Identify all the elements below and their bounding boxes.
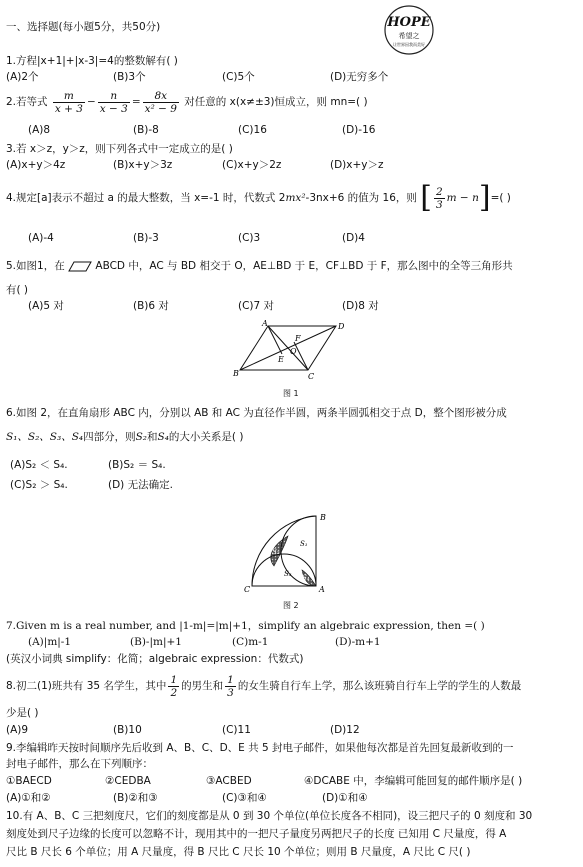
q10-line1: 10.有 A、B、C 三把刻度尺，它们的刻度都是从 0 到 30 个单位(单位长度各不相同)，设三把尺子的 0 刻度和 30 bbox=[6, 810, 533, 822]
fig1-label-e: E bbox=[278, 355, 284, 364]
q8-option-b: (B)10 bbox=[113, 724, 142, 736]
q5-option-a: (A)5 对 bbox=[28, 300, 64, 312]
hope-school-logo-icon bbox=[383, 4, 435, 56]
q7-option-a: (A)|m|-1 bbox=[28, 636, 72, 648]
q1-option-c: (C)5个 bbox=[222, 71, 255, 83]
logo-text: HOPE bbox=[387, 15, 431, 30]
q3-option-a: (A)x+y＞4z bbox=[6, 159, 66, 171]
fig1-label-c: C bbox=[308, 372, 315, 381]
figure-1-parallelogram bbox=[232, 318, 352, 384]
q2-option-a: (A)8 bbox=[28, 124, 51, 136]
figure-2-sector bbox=[244, 510, 334, 596]
q8-post: 的女生骑自行车上学，那么该班骑自行车上学的学生的人数最 bbox=[237, 680, 522, 692]
q9-order-2: ②CEDBA bbox=[105, 775, 151, 787]
q2-post: 对任意的 x(x≠±3)恒成立，则 mn=( ) bbox=[184, 96, 368, 108]
q4-mid: -3nx+6 的值为 16，则 bbox=[305, 192, 417, 204]
q5-option-d: (D)8 对 bbox=[342, 300, 379, 312]
q2-stem: 2.若等式 $\frac{m}{x + 3}$ − $\frac{n}{x - 3}$ = $\frac{8x}{\text{x² − 9}}$ 对任意的 x(x≠±3)恒成立，则 mn=( ) bbox=[6, 89, 368, 115]
q1-option-a: (A)2个 bbox=[6, 71, 39, 83]
q3-option-c: (C)x+y＞2z bbox=[222, 159, 282, 171]
q6-s2: S₂ bbox=[135, 431, 148, 443]
q9-line2: 封电子邮件，那么在下列顺序： bbox=[6, 758, 153, 770]
q4-tail: m − n bbox=[446, 192, 479, 204]
q4-option-b: (B)-3 bbox=[133, 232, 159, 244]
q8-mid: 的男生和 bbox=[181, 680, 224, 692]
fig1-label-b: B bbox=[233, 369, 239, 378]
q3-stem: 3.若 x＞z，y＞z，则下列各式中一定成立的是( ) bbox=[6, 143, 233, 155]
q10-line3: 尺比 B 尺长 6 个单位；用 A 尺量度，得 B 尺比 C 尺长 10 个单位；则用 B 尺量度，A 尺比 C 尺( ) bbox=[6, 846, 471, 858]
q8-pre: 8.初二(1)班共有 35 名学生，其中 bbox=[6, 680, 167, 692]
q4-pre: 4.规定[a]表示不超过 a 的最大整数，当 x=-1 时，代数式 2 bbox=[6, 192, 286, 204]
fig2-label-s4: S₄ bbox=[302, 574, 310, 582]
q6-l2post: 的大小关系是( ) bbox=[168, 431, 244, 443]
q3-option-b: (B)x+y＞3z bbox=[113, 159, 173, 171]
q6-option-c: (C)S₂ ＞ S₄. bbox=[10, 479, 68, 491]
q4-expr: mx² bbox=[285, 192, 306, 204]
q7-option-c: (C)m-1 bbox=[232, 636, 269, 648]
q1-option-b: (B)3个 bbox=[113, 71, 146, 83]
q4-post: =( ) bbox=[490, 192, 511, 204]
q6-line1: 6.如图 2，在直角扇形 ABC 内，分别以 AB 和 AC 为直径作半圆，两条半圆弧相交于点 D，整个图形被分成 bbox=[6, 407, 507, 419]
fig1-label-o: O bbox=[290, 347, 297, 356]
q2-pre: 2.若等式 bbox=[6, 96, 48, 108]
q5-l1pre: 5.如图1，在 bbox=[6, 260, 65, 272]
q2-option-d: (D)-16 bbox=[342, 124, 376, 136]
q1-option-d: (D)无穷多个 bbox=[330, 71, 389, 83]
fig2-label-s2: S₂ bbox=[272, 548, 280, 556]
q4-option-a: (A)-4 bbox=[28, 232, 54, 244]
q8-line2: 少是( ) bbox=[6, 707, 39, 719]
q5-option-c: (C)7 对 bbox=[238, 300, 275, 312]
q9-option-a: (A)①和② bbox=[6, 792, 51, 804]
q2-fraction-1: $\frac{m}{x + 3}$ bbox=[54, 89, 83, 115]
q7-dictionary-note: (英汉小词典 simplify：化简；algebraic expression：代数式) bbox=[6, 653, 304, 665]
q8-line1 bbox=[6, 672, 521, 700]
q8-option-a: (A)9 bbox=[6, 724, 29, 736]
q8-option-d: (D)12 bbox=[330, 724, 360, 736]
q6-and: 和 bbox=[147, 431, 158, 443]
fig2-label-b: B bbox=[320, 513, 326, 522]
q4-option-d: (D)4 bbox=[342, 232, 365, 244]
q3-option-d: (D)x+y＞z bbox=[330, 159, 384, 171]
q4-stem: 4.规定[a]表示不超过 a 的最大整数，当 x=-1 时，代数式 2mx²-3nx+6 的值为 16，则 [ $\frac{2}{3}$ m − n]=( ) bbox=[6, 180, 511, 215]
q6-line2 bbox=[6, 430, 243, 444]
q8-option-c: (C)11 bbox=[222, 724, 251, 736]
q9-option-d: (D)①和④ bbox=[322, 792, 368, 804]
q5-option-b: (B)6 对 bbox=[133, 300, 169, 312]
fig1-label-f: F bbox=[295, 334, 301, 343]
q4-option-c: (C)3 bbox=[238, 232, 261, 244]
q5-line1 bbox=[6, 259, 513, 273]
q9-option-c: (C)③和④ bbox=[222, 792, 267, 804]
logo-sub2: 让世界因我而美好 bbox=[393, 42, 425, 47]
q4-fraction: $\frac{2}{3}$ bbox=[435, 185, 443, 211]
fig2-label-c: C bbox=[244, 585, 251, 594]
q9-option-b: (B)②和③ bbox=[113, 792, 158, 804]
q7-stem: 7.Given m is a real number, and |1-m|=|m|+1，simplify an algebraic expression, then =( ) bbox=[6, 620, 485, 632]
fig1-label-d: D bbox=[338, 322, 345, 331]
figure-1-caption: 图 1 bbox=[283, 389, 299, 398]
fig2-label-s3: S₃ bbox=[284, 570, 292, 578]
q8-fraction-1: $\frac{1}{2}$ bbox=[170, 673, 178, 699]
q10-line2: 刻度处到尺子边缘的长度可以忽略不计，现用其中的一把尺子量度另两把尺子的长度 已知用 C 尺量度，得 A bbox=[6, 828, 507, 840]
q6-s4: S₄ bbox=[157, 431, 169, 443]
q1-stem: 1.方程|x+1|+|x-3|=4的整数解有( ) bbox=[6, 55, 178, 67]
q6-option-b: (B)S₂ ＝ S₄. bbox=[108, 459, 166, 471]
fig1-label-a: A bbox=[262, 319, 268, 328]
q2-option-b: (B)-8 bbox=[133, 124, 159, 136]
q6-regions: S₁、S₂、S₃、S₄ bbox=[6, 431, 84, 443]
q6-option-a: (A)S₂ ＜ S₄. bbox=[10, 459, 68, 471]
q5-l1post: ABCD 中，AC 与 BD 相交于 O，AE⊥BD 于 E，CF⊥BD 于 F，那么图中的全等三角形共 bbox=[95, 260, 513, 272]
q5-line2: 有( ) bbox=[6, 284, 29, 296]
q6-l2mid: 四部分，则 bbox=[83, 431, 136, 443]
figure-2-caption: 图 2 bbox=[283, 601, 299, 610]
q6-option-d: (D) 无法确定. bbox=[108, 479, 173, 491]
q8-fraction-2: $\frac{1}{3}$ bbox=[227, 673, 234, 699]
q9-line1: 9.李编辑昨天按时间顺序先后收到 A、B、C、D、E 共 5 封电子邮件，如果他每次都是首先回复最新收到的一 bbox=[6, 742, 514, 754]
q2-fraction-3: $\frac{8x}{\text{x² − 9}}$ bbox=[144, 89, 177, 115]
fig2-label-a: A bbox=[319, 585, 325, 594]
q7-option-b: (B)-|m|+1 bbox=[130, 636, 182, 648]
q9-order-4: ④DCABE 中，李编辑可能回复的邮件顺序是( ) bbox=[304, 775, 523, 787]
q9-order-1: ①BAECD bbox=[6, 775, 52, 787]
q9-order-3: ③ACBED bbox=[206, 775, 252, 787]
q2-fraction-2: $\frac{n}{x - 3}$ bbox=[99, 89, 128, 115]
fig2-label-s1: S₁ bbox=[300, 540, 308, 548]
logo-sub: 希望之 bbox=[398, 32, 420, 40]
section-header: 一、选择题(每小题5分，共50分) bbox=[6, 21, 161, 33]
q7-option-d: (D)-m+1 bbox=[335, 636, 381, 648]
q2-option-c: (C)16 bbox=[238, 124, 267, 136]
parallelogram-icon bbox=[68, 261, 92, 272]
